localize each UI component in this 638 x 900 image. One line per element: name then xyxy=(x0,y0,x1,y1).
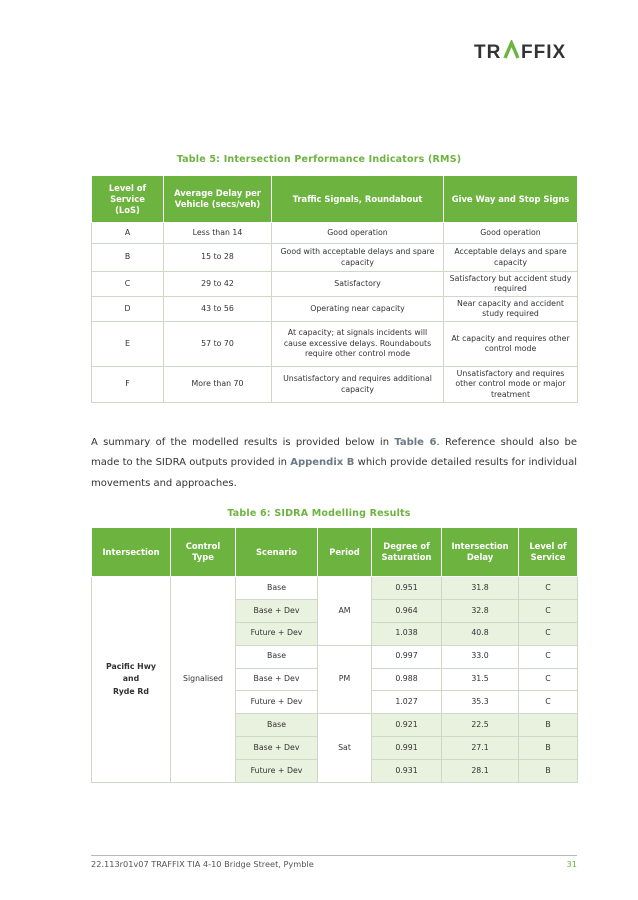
intersection-name-line: Ryde Rd xyxy=(113,686,149,696)
intersection-delay-cell: 32.8 xyxy=(442,599,519,622)
los-table xyxy=(91,175,578,403)
degree-of-saturation-cell: 0.951 xyxy=(372,577,442,600)
table6-header-cell: Degree of Saturation xyxy=(372,528,442,577)
table5-cell: Good operation xyxy=(272,223,444,244)
degree-of-saturation-cell: 0.988 xyxy=(372,668,442,691)
degree-of-saturation-cell: 1.027 xyxy=(372,691,442,714)
traffix-logo xyxy=(474,40,578,62)
table5-caption: Table 5: Intersection Performance Indicators (RMS) xyxy=(176,154,462,165)
table5-row xyxy=(92,297,578,322)
degree-of-saturation-cell: 0.931 xyxy=(372,760,442,783)
appendix-reference[interactable]: Appendix B xyxy=(290,457,355,469)
level-of-service-cell: C xyxy=(519,668,578,691)
table5-row xyxy=(92,244,578,272)
table5-row xyxy=(92,272,578,297)
intersection-name-line: Pacific Hwy xyxy=(106,661,156,671)
table5-cell: Satisfactory xyxy=(272,272,444,297)
table6-header-row xyxy=(92,528,578,577)
table5-cell: Unsatisfactory and requires additional capacity xyxy=(272,367,444,403)
table5-header-cell: Level of Service (LoS) xyxy=(92,176,164,223)
paragraph-text-1: A summary of the modelled results is provided below in xyxy=(91,437,395,448)
scenario-cell: Base xyxy=(236,645,318,668)
sidra-results-table xyxy=(91,527,578,783)
table5-header-cell: Give Way and Stop Signs xyxy=(444,176,578,223)
intersection-delay-cell: 35.3 xyxy=(442,691,519,714)
degree-of-saturation-cell: 0.991 xyxy=(372,737,442,760)
scenario-cell: Base + Dev xyxy=(236,668,318,691)
table5-cell: Acceptable delays and spare capacity xyxy=(444,244,578,272)
intersection-cell xyxy=(92,577,171,783)
table6-header-cell: Intersection Delay xyxy=(442,528,519,577)
page-number: 31 xyxy=(566,859,577,869)
level-of-service-cell: C xyxy=(519,577,578,600)
degree-of-saturation-cell: 0.964 xyxy=(372,599,442,622)
footer-divider xyxy=(91,855,577,856)
table5-cell: Satisfactory but accident study required xyxy=(444,272,578,297)
intersection-delay-cell: 27.1 xyxy=(442,737,519,760)
table5-cell: 29 to 42 xyxy=(164,272,272,297)
table5-header-row xyxy=(92,176,578,223)
table5-cell: Less than 14 xyxy=(164,223,272,244)
table-reference[interactable]: Table 6 xyxy=(394,437,437,448)
level-of-service-cell: B xyxy=(519,760,578,783)
scenario-cell: Base + Dev xyxy=(236,599,318,622)
level-of-service-cell: B xyxy=(519,737,578,760)
svg-text:TR: TR xyxy=(474,42,502,62)
table5-cell: E xyxy=(92,322,164,367)
period-cell: PM xyxy=(318,645,372,714)
scenario-cell: Future + Dev xyxy=(236,691,318,714)
intersection-name-line: and xyxy=(122,674,140,684)
control-type-cell: Signalised xyxy=(171,577,236,783)
table5-cell: B xyxy=(92,244,164,272)
table5-row xyxy=(92,367,578,403)
table5-header-cell: Traffic Signals, Roundabout xyxy=(272,176,444,223)
degree-of-saturation-cell: 0.997 xyxy=(372,645,442,668)
table5-row xyxy=(92,322,578,367)
period-cell: Sat xyxy=(318,714,372,783)
svg-text:FFIX: FFIX xyxy=(521,42,567,62)
intersection-delay-cell: 33.0 xyxy=(442,645,519,668)
scenario-cell: Base + Dev xyxy=(236,737,318,760)
table5-cell: Near capacity and accident study required xyxy=(444,297,578,322)
table5-cell: D xyxy=(92,297,164,322)
paragraph-text-3: which provide detailed results for individual movements and approaches. xyxy=(91,457,577,489)
table5-cell: Good with acceptable delays and spare capacity xyxy=(272,244,444,272)
table5-cell: 43 to 56 xyxy=(164,297,272,322)
scenario-cell: Future + Dev xyxy=(236,622,318,645)
table6-header-cell: Intersection xyxy=(92,528,171,577)
table5-cell: F xyxy=(92,367,164,403)
level-of-service-cell: C xyxy=(519,622,578,645)
table6-header-cell: Period xyxy=(318,528,372,577)
level-of-service-cell: C xyxy=(519,645,578,668)
degree-of-saturation-cell: 1.038 xyxy=(372,622,442,645)
table5-cell: At capacity and requires other control mode xyxy=(444,322,578,367)
scenario-cell: Future + Dev xyxy=(236,760,318,783)
scenario-cell: Base xyxy=(236,577,318,600)
table5-cell: C xyxy=(92,272,164,297)
summary-paragraph xyxy=(91,433,577,494)
table6-header-cell: Control Type xyxy=(171,528,236,577)
intersection-delay-cell: 31.8 xyxy=(442,577,519,600)
table6-header-cell: Level of Service xyxy=(519,528,578,577)
table6-row xyxy=(92,577,578,600)
degree-of-saturation-cell: 0.921 xyxy=(372,714,442,737)
table5-cell: At capacity; at signals incidents will cause excessive delays. Roundabouts require other control mode xyxy=(272,322,444,367)
intersection-delay-cell: 40.8 xyxy=(442,622,519,645)
level-of-service-cell: B xyxy=(519,714,578,737)
period-cell: AM xyxy=(318,577,372,646)
scenario-cell: Base xyxy=(236,714,318,737)
level-of-service-cell: C xyxy=(519,599,578,622)
intersection-delay-cell: 31.5 xyxy=(442,668,519,691)
table5-cell: Operating near capacity xyxy=(272,297,444,322)
table6-header-cell: Scenario xyxy=(236,528,318,577)
table5-cell: 57 to 70 xyxy=(164,322,272,367)
table5-cell: Good operation xyxy=(444,223,578,244)
paragraph-text-2: . Reference should also be made to the SIDRA outputs provided in xyxy=(91,437,577,469)
footer-document-ref: 22.113r01v07 TRAFFIX TIA 4-10 Bridge Street, Pymble xyxy=(91,859,314,869)
table6-caption: Table 6: SIDRA Modelling Results xyxy=(227,508,411,519)
intersection-delay-cell: 28.1 xyxy=(442,760,519,783)
table5-header-cell: Average Delay per Vehicle (secs/veh) xyxy=(164,176,272,223)
table5-cell: A xyxy=(92,223,164,244)
level-of-service-cell: C xyxy=(519,691,578,714)
table5-row xyxy=(92,223,578,244)
table5-cell: More than 70 xyxy=(164,367,272,403)
table5-cell: 15 to 28 xyxy=(164,244,272,272)
intersection-delay-cell: 22.5 xyxy=(442,714,519,737)
table5-cell: Unsatisfactory and requires other control mode or major treatment xyxy=(444,367,578,403)
